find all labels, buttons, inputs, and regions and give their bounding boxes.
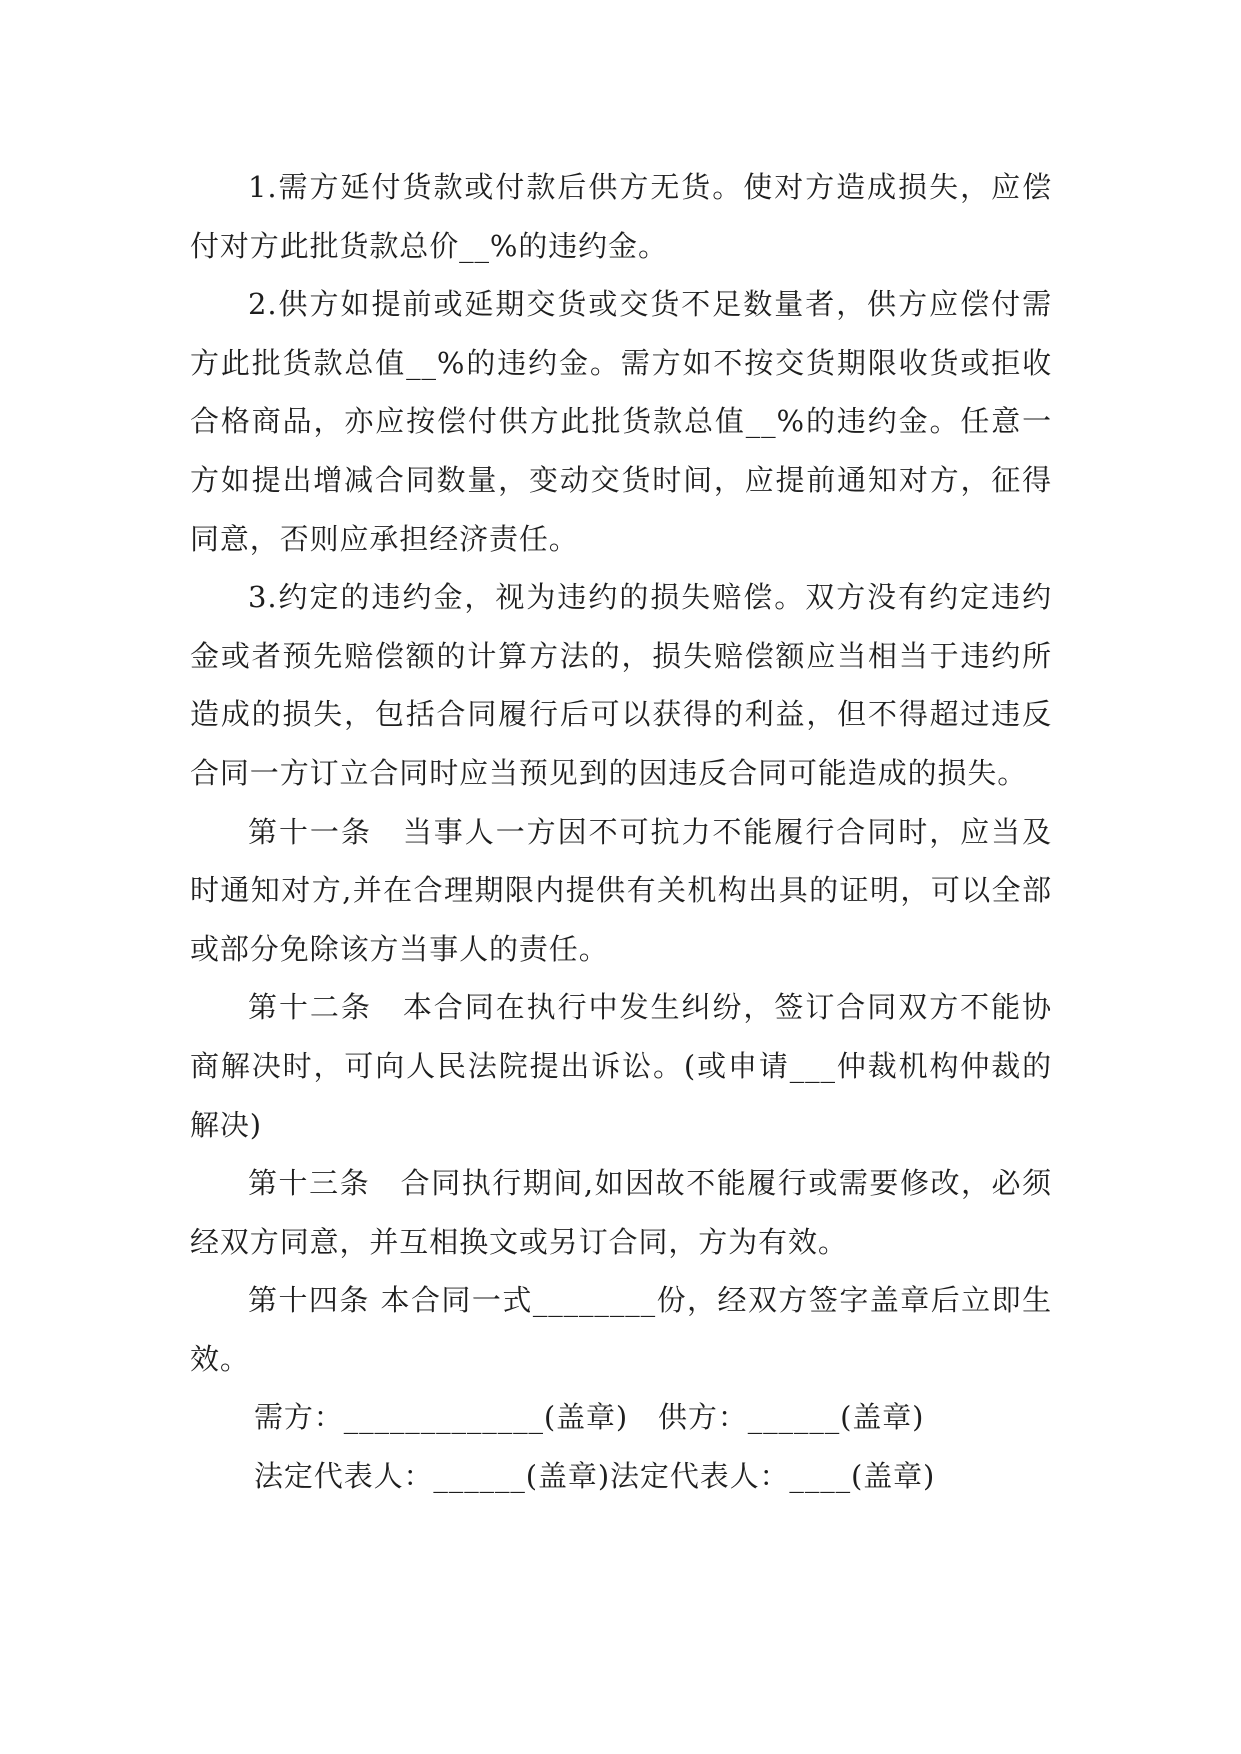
clause-penalty-delivery: 2.供方如提前或延期交货或交货不足数量者，供方应偿付需方此批货款总值__%的违约金。需方如不按交货期限收货或拒收合格商品，亦应按偿付供方此批货款总值__%的违约金。任意一方如提出增减合同数量，变动交货时间，应提前通知对方，征得同意，否则应承担经济责任。 xyxy=(190,287,1052,556)
article-11-force-majeure: 第十一条 当事人一方因不可抗力不能履行合同时，应当及时通知对方,并在合理期限内提供有关机构出具的证明，可以全部或部分免除该方当事人的责任。 xyxy=(190,814,1052,966)
signature-line-parties: 需方：_____________(盖章) 供方：______(盖章) xyxy=(254,1400,925,1435)
article-14-copies-effectiveness: 第十四条 本合同一式________份，经双方签字盖章后立即生效。 xyxy=(190,1283,1052,1376)
contract-body xyxy=(190,158,1052,1506)
signature-line-representatives: 法定代表人：______(盖章)法定代表人：____(盖章) xyxy=(254,1459,936,1494)
clause-liquidated-damages: 3.约定的违约金，视为违约的损失赔偿。双方没有约定违约金或者预先赔偿额的计算方法的，损失赔偿额应当相当于违约所造成的损失，包括合同履行后可以获得的利益，但不得超过违反合同一方订立合同时应当预见到的因违反合同可能造成的损失。 xyxy=(190,580,1052,790)
article-13-amendment: 第十三条 合同执行期间,如因故不能履行或需要修改，必须经双方同意，并互相换文或另订合同，方为有效。 xyxy=(190,1166,1052,1259)
clause-penalty-late-payment: 1.需方延付货款或付款后供方无货。使对方造成损失，应偿付对方此批货款总价__%的违约金。 xyxy=(190,170,1052,263)
article-12-dispute-resolution: 第十二条 本合同在执行中发生纠纷，签订合同双方不能协商解决时，可向人民法院提出诉讼。(或申请___仲裁机构仲裁的解决) xyxy=(190,990,1052,1142)
